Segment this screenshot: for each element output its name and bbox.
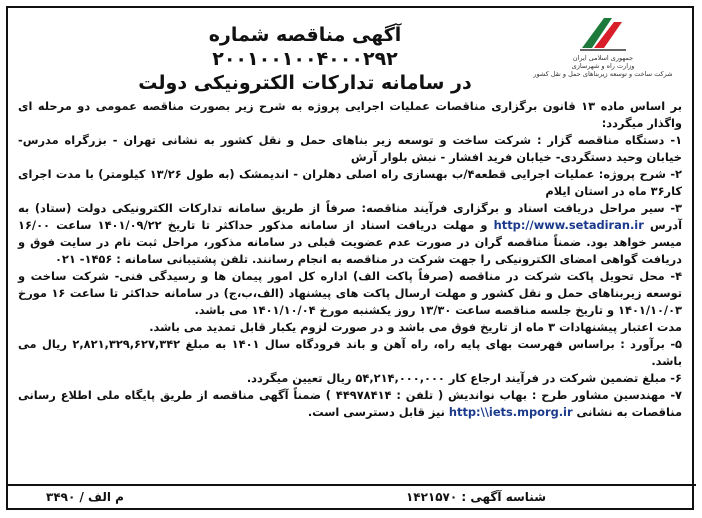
item-7-text-b: نیز قابل دسترسی است.	[307, 405, 445, 419]
validity-note	[18, 319, 682, 336]
item-2-text: عملیات اجرایی قطعه۴/ب بهسازی راه اصلی دهلران - اندیمشک (به طول ۱۳/۲۶ کیلومتر) با مدت اجرای کار۳۶ ماه در استان ایلام	[18, 167, 682, 198]
validity-text: مدت اعتبار پیشنهادات ۳ ماه از تاریخ فوق می باشد و در صورت لزوم یکبار قابل تمدید می باشد.	[149, 320, 682, 334]
item-1-text: شرکت ساخت و توسعه زیر بناهای حمل و نقل کشور به نشانی تهران - بزرگراه مدرس- خیابان وحید دستگردی- خیابان فرید افشار - نبش بلوار آرش	[18, 133, 682, 164]
item-3-label: ۳- سیر مراحل دریافت اسناد و برگزاری فرآیند مناقصه:	[361, 201, 682, 215]
notice-title	[120, 24, 490, 95]
item-6	[18, 370, 682, 387]
org-name-1: جمهوری اسلامی ایران	[572, 54, 634, 62]
intro-text: بر اساس ماده ۱۳ قانون برگزاری مناقصات عملیات اجرایی پروژه به شرح زیر بصورت مناقصه عمومی دو مرحله ای واگذار میگردد:	[18, 99, 682, 130]
item-4	[18, 268, 682, 319]
item-1-label: ۱- دستگاه مناقصه گزار :	[537, 133, 683, 147]
item-6-label: ۶- مبلغ تضمین	[600, 371, 682, 385]
org-name-2: وزارت راه و شهرسازی	[571, 62, 635, 71]
notice-id: شناسه آگهی : ۱۴۲۱۵۷۰	[405, 490, 546, 504]
notice-body	[18, 98, 682, 421]
setadiran-link[interactable]: http://www.setadiran.ir	[493, 218, 644, 232]
road-emblem-icon	[574, 14, 632, 54]
notice-footer	[6, 484, 696, 510]
item-7-text-a: بهاب نواندیش ( تلفن : ۴۴۹۷۸۴۱۴ ) ضمناً آگهی مناقصه از طریق پایگاه ملی اطلاع رسانی مناقصات به نشانی	[18, 388, 682, 419]
item-1	[18, 132, 682, 166]
item-4-text: شرکت در مناقصه (صرفاً پاکت الف) اداره کل امور پیمان ها و رسیدگی فنی- شرکت ساخت و توسعه زیربناهای حمل و نقل کشور و مهلت ارسال پاکت های پیشنهاد (الف،ب،ج) در سامانه حداکثر تا ساعت ۱۶ مورخ ۱۴۰۱/۱۰/۰۳ و تاریخ جلسه مناقصه ساعت ۱۳/۳۰ روز یکشنبه مورخ ۱۴۰۱/۱۰/۰۴ می باشد.	[18, 269, 682, 317]
item-3-text-a: صرفاً از طریق سامانه تدارکات الکترونیکی دولت (ستاد) به آدرس	[18, 201, 683, 232]
item-7	[18, 387, 682, 421]
item-7-label: ۷- مهندسین مشاور طرح :	[531, 388, 682, 402]
title-line-1: آگهی مناقصه شماره ۲۰۰۱۰۰۱۰۰۴۰۰۰۲۹۲	[208, 24, 402, 70]
item-5-label: ۵- برآورد :	[620, 337, 682, 351]
item-3-text-b: و مهلت دریافت اسناد از سامانه مذکور حداکثر تا تاریخ ۱۴۰۱/۰۹/۲۲ ساعت ۱۶/۰۰ میسر خواهد بود. ضمناً مناقصه گران در صورت عدم عضویت قبلی در سامانه مذکور، مراحل ثبت نام در سایت فوق و دریافت گواهی امضای الکترونیکی را جهت شرکت در مناقصه به انجام رسانند. تلفن پشتیبانی سامانه : ۱۴۵۶- ۰۲۱	[18, 218, 682, 266]
ministry-logo	[518, 14, 688, 102]
item-5-text: براساس فهرست بهای پایه راه، راه آهن و باند فرودگاه سال ۱۴۰۱ به مبلغ ۲,۸۲۱,۳۲۹,۶۲۷,۳۴۲ ریال می باشد.	[18, 337, 682, 368]
iets-link[interactable]: http:\\iets.mporg.ir	[448, 405, 573, 419]
org-name-3: شرکت ساخت و توسعه زیربناهای حمل و نقل کشور	[533, 70, 673, 79]
item-2	[18, 166, 682, 200]
item-6-text: شرکت در فرآیند ارجاع کار ۵۴,۲۱۴,۰۰۰,۰۰۰ ریال تعیین میگردد.	[246, 371, 597, 385]
item-5	[18, 336, 682, 370]
publication-code: م الف / ۳۴۹۰	[46, 490, 124, 504]
item-2-label: ۲- شرح پروژه:	[598, 167, 682, 181]
item-4-label: ۴- محل تحویل پاکت	[566, 269, 683, 283]
title-line-2: در سامانه تدارکات الکترونیکی دولت	[138, 71, 472, 94]
item-3	[18, 200, 682, 268]
